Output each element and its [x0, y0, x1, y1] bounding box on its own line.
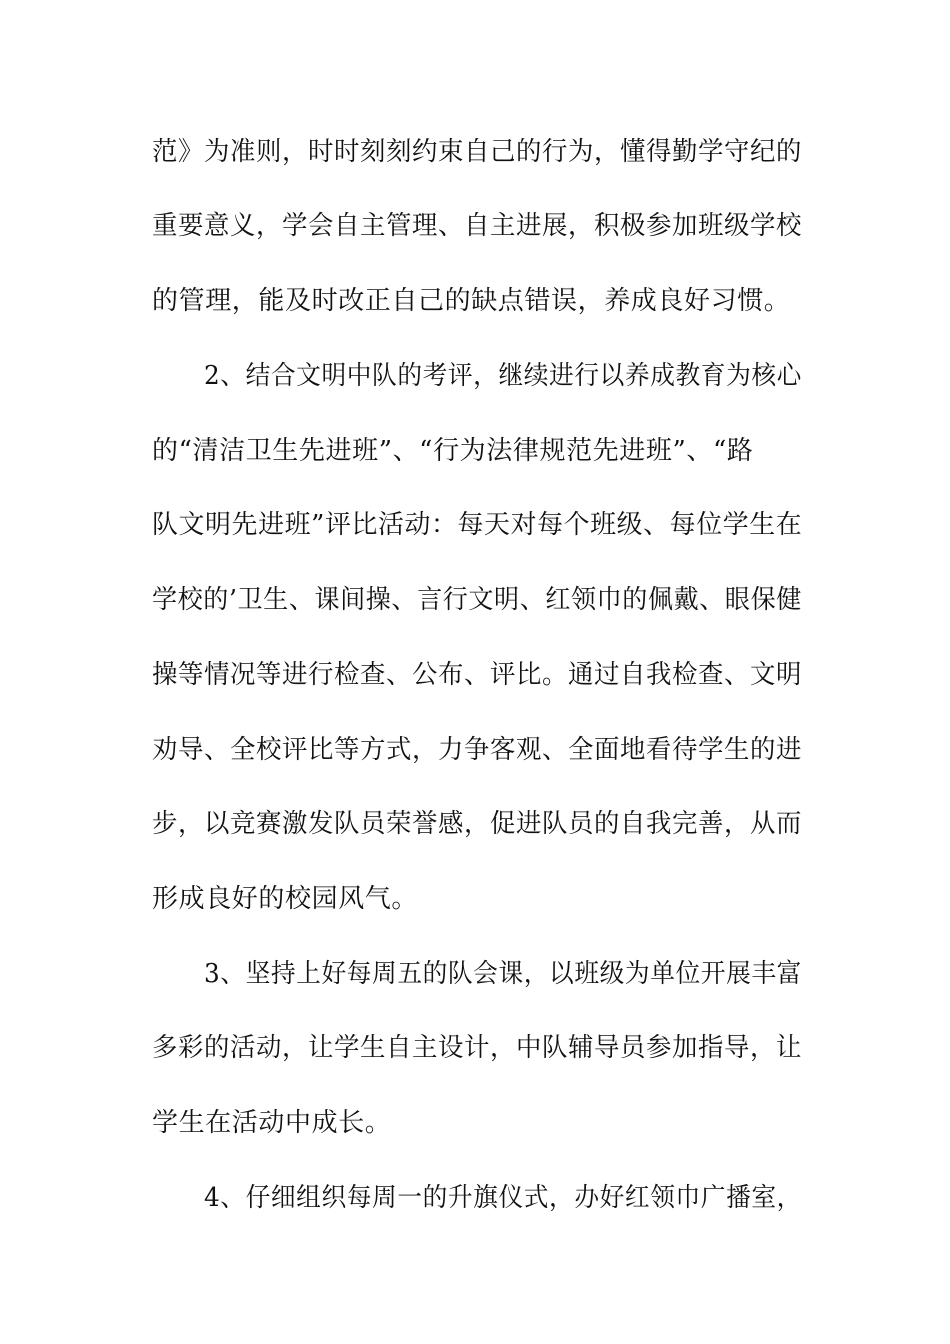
text-line: 学校的’卫生、课间操、言行文明、红领巾的佩戴、眼保健 — [152, 585, 802, 615]
text-line: 劝导、全校评比等方式，力争客观、全面地看待学生的进 — [152, 735, 802, 765]
text-line: 范》为准则，时时刻刻约束自己的行为，懂得勤学守纪的 — [152, 137, 802, 167]
paragraph-start-line: 3、坚持上好每周五的队会课，以班级为单位开展丰富 — [204, 959, 802, 989]
text-line: 操等情况等进行检查、公布、评比。通过自我检查、文明 — [152, 660, 802, 690]
text-line: 的管理，能及时改正自己的缺点错误，养成良好习惯。 — [152, 286, 791, 316]
text-line: 步，以竞赛激发队员荣誉感，促进队员的自我完善，从而 — [152, 809, 802, 839]
text-line: 多彩的活动，让学生自主设计，中队辅导员参加指导，让 — [152, 1033, 802, 1063]
text-line: 的“清洁卫生先进班”、“行为法律规范先进班”、“路 — [152, 436, 754, 466]
paragraph-start-line: 4、仔细组织每周一的升旗仪式，办好红领巾广播室， — [204, 1183, 802, 1213]
paragraph-start-line: 2、结合文明中队的考评，继续进行以养成教育为核心 — [204, 361, 802, 391]
text-line: 形成良好的校园风气。 — [152, 884, 419, 914]
text-line: 队文明先进班”评比活动：每天对每个班级、每位学生在 — [152, 510, 803, 540]
text-line: 重要意义，学会自主管理、自主进展，积极参加班级学校 — [152, 211, 802, 241]
text-line: 学生在活动中成长。 — [152, 1108, 392, 1138]
